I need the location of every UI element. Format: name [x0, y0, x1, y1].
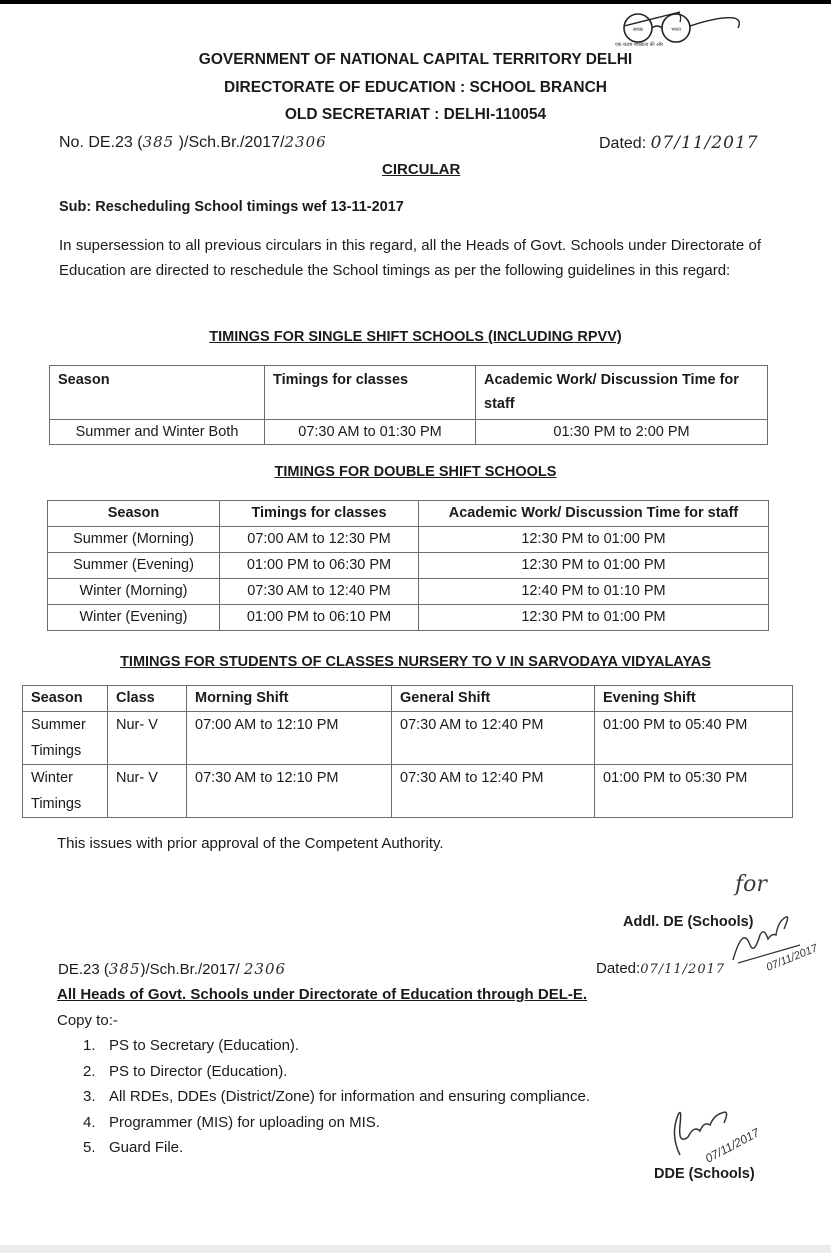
endorsement-date: Dated:07/11/2017 [596, 960, 726, 977]
table-cell: Nur- V [108, 765, 187, 818]
column-header: Season [50, 366, 265, 420]
list-item: 2. PS to Director (Education). [83, 1062, 288, 1080]
copy-to-label: Copy to:- [57, 1012, 118, 1029]
handwritten-file-no: 385 [142, 133, 175, 151]
column-header: Timings for classes [220, 501, 419, 527]
reference-number: No. DE.23 (385 )/Sch.Br./2017/2306 [59, 133, 327, 151]
svg-text:07/11/2017: 07/11/2017 [702, 1125, 762, 1166]
column-header: Academic Work/ Discussion Time for staff [476, 366, 768, 420]
table-row [23, 765, 793, 818]
column-header: Season [48, 501, 220, 527]
list-item: 3. All RDEs, DDEs (District/Zone) for information and ensuring compliance. [83, 1088, 591, 1106]
handwritten-date: 07/11/2017 [650, 133, 759, 153]
approval-note: This issues with prior approval of the Competent Authority. [57, 835, 444, 852]
double-shift-table [47, 500, 769, 631]
column-header: General Shift [392, 686, 595, 712]
column-header: Morning Shift [187, 686, 392, 712]
table-header-row [50, 366, 768, 420]
list-item: 1. PS to Secretary (Education). [83, 1037, 300, 1054]
table-cell: 07:30 AM to 01:30 PM [265, 420, 476, 445]
addressee: All Heads of Govt. Schools under Directorate of Education through DEL-E. [57, 986, 588, 1003]
table-cell: 12:40 PM to 01:10 PM [419, 579, 769, 605]
swachh-bharat-spectacles-logo-icon [610, 8, 750, 56]
table-cell: Winter (Evening) [48, 605, 220, 631]
table-cell: 12:30 PM to 01:00 PM [419, 527, 769, 553]
signature-dde-icon [660, 1095, 790, 1175]
signatory-addl-de: Addl. DE (Schools) [623, 914, 754, 930]
table-cell: 07:30 AM to 12:40 PM [392, 712, 595, 765]
column-header: Class [108, 686, 187, 712]
handwritten-dispatch-no: 2306 [284, 133, 327, 151]
list-item: 4. Programmer (MIS) for uploading on MIS. [83, 1113, 380, 1131]
handwritten-dispatch-no: 2306 [243, 960, 287, 978]
table-cell: Summer and Winter Both [50, 420, 265, 445]
table-cell: 07:30 AM to 12:10 PM [187, 765, 392, 818]
signature-addl-de-icon [728, 905, 828, 975]
single-shift-title: TIMINGS FOR SINGLE SHIFT SCHOOLS (INCLUDING RPVV) [209, 329, 622, 345]
table-row [48, 527, 769, 553]
subject-line: Sub: Rescheduling School timings wef 13-11-2017 [59, 199, 404, 215]
table-row [48, 605, 769, 631]
handwritten-date: 07/11/2017 [640, 962, 726, 977]
signatory-dde: DDE (Schools) [654, 1166, 755, 1182]
svg-text:07/11/2017: 07/11/2017 [764, 942, 820, 974]
table-row [50, 420, 768, 445]
header-address: OLD SECRETARIAT : DELHI-110054 [284, 106, 547, 123]
double-shift-title: TIMINGS FOR DOUBLE SHIFT SCHOOLS [274, 464, 557, 480]
table-row [48, 553, 769, 579]
table-cell: Winter (Morning) [48, 579, 220, 605]
table-cell: 12:30 PM to 01:00 PM [419, 605, 769, 631]
table-cell: 12:30 PM to 01:00 PM [419, 553, 769, 579]
column-header: Evening Shift [595, 686, 793, 712]
header-government: GOVERNMENT OF NATIONAL CAPITAL TERRITORY DELHI [198, 51, 633, 68]
intro-paragraph: In supersession to all previous circulars in this regard, all the Heads of Govt. Schools under Directorate of Education are directed to reschedule the School timings as per the following guidelines in this regard: [59, 237, 761, 279]
table-row [48, 579, 769, 605]
table-row [23, 712, 793, 765]
sarvodaya-table [22, 685, 793, 818]
table-cell: Summer (Morning) [48, 527, 220, 553]
table-cell: Summer Timings [23, 712, 108, 765]
table-cell: 01:00 PM to 06:10 PM [220, 605, 419, 631]
table-header-row [48, 501, 769, 527]
column-header: Academic Work/ Discussion Time for staff [419, 501, 769, 527]
table-cell: 07:30 AM to 12:40 PM [392, 765, 595, 818]
top-edge-bar [0, 0, 831, 4]
table-cell: 01:30 PM to 2:00 PM [476, 420, 768, 445]
svg-text:स्वच्छ: स्वच्छ [632, 27, 644, 33]
handwritten-file-no: 385 [108, 960, 141, 978]
svg-text:भारत: भारत [671, 27, 681, 33]
column-header: Timings for classes [265, 366, 476, 420]
bottom-edge [0, 1245, 831, 1253]
copy-to-list [83, 1033, 590, 1161]
table-cell: 01:00 PM to 05:40 PM [595, 712, 793, 765]
table-cell: Summer (Evening) [48, 553, 220, 579]
reference-date: Dated: 07/11/2017 [599, 133, 759, 153]
table-cell: 07:30 AM to 12:40 PM [220, 579, 419, 605]
single-shift-table [49, 365, 768, 445]
table-cell: 01:00 PM to 06:30 PM [220, 553, 419, 579]
logo-caption: एक कदम स्वच्छता की ओर [615, 42, 664, 48]
header-directorate: DIRECTORATE OF EDUCATION : SCHOOL BRANCH [224, 79, 607, 96]
table-cell: 01:00 PM to 05:30 PM [595, 765, 793, 818]
sarvodaya-title: TIMINGS FOR STUDENTS OF CLASSES NURSERY TO V IN SARVODAYA VIDYALAYAS [120, 654, 711, 670]
list-item: 5. Guard File. [83, 1139, 184, 1157]
endorsement-number: DE.23 (385)/Sch.Br./2017/ 2306 [58, 960, 287, 978]
table-header-row [23, 686, 793, 712]
circular-title: CIRCULAR [382, 161, 461, 178]
handwritten-for: for [735, 872, 767, 897]
column-header: Season [23, 686, 108, 712]
table-cell: Nur- V [108, 712, 187, 765]
table-cell: 07:00 AM to 12:30 PM [220, 527, 419, 553]
table-cell: Winter Timings [23, 765, 108, 818]
table-cell: 07:00 AM to 12:10 PM [187, 712, 392, 765]
